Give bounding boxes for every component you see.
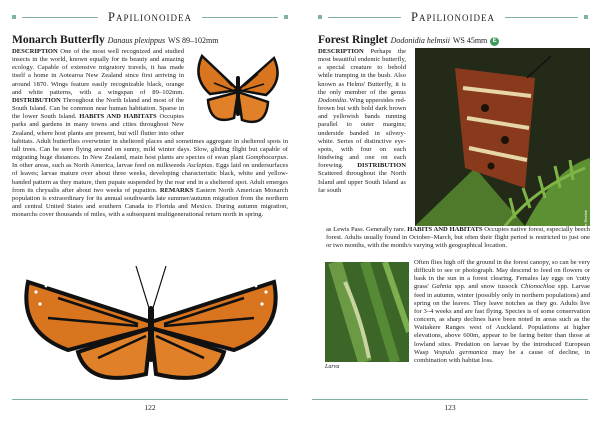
text-run: Scattered throughout the North Island and upper South Island as far south — [318, 170, 406, 194]
text-run: spp. and snow tussock — [451, 283, 521, 291]
wingspan: WS 45mm — [452, 36, 488, 45]
species-heading — [318, 34, 588, 47]
footer-rule — [312, 399, 588, 400]
text-run: Occupies parks and gardens in many towns and cities throughout New Zealand, where host plants are present, but will flutter into other habitats. Adult butterflies overwinter in sheltered places and sometimes aggregate in sheltered spots in tall trees. Can be seen flying around on sunny, mild winter days. Slow, gliding flight but capable of migrating huge distances. In New Zealand, main host plants are species of swan plant — [12, 113, 288, 162]
running-head-title: Papilionoidea — [411, 9, 495, 24]
ringlet-full-width-text — [326, 226, 590, 250]
text-run: Chionochloa — [520, 283, 555, 291]
forest-ringlet-photo — [415, 48, 590, 226]
header-rule — [505, 17, 578, 18]
latin-name: Dodonidia helmsii — [390, 36, 450, 45]
larva-caption: Larva — [325, 364, 340, 370]
section-label: DISTRIBUTION — [12, 96, 61, 104]
text-run: . Wing uppersides red-brown but with bold dark brown and yellowish bands running parallel to outer margins; underside banded in silvery-white. Series of distinctive eye-spots, with four on each hindwing and one on each forewing. — [318, 96, 406, 170]
text-run: Vespula germanica — [433, 348, 488, 356]
text-run: One of the most well recognized and studied insects in the world, known equally for its beauty and amazing ecology. Capable of extensive migratory travels, it has made itself a home in Aotearoa New Zealand since first arriving in around 1870. Wings feature easily recognizable black, orange and white patterns, with a wingspan of 89–102mm. — [12, 48, 184, 96]
latin-name: Danaus plexippus — [107, 36, 166, 45]
header-rule — [22, 17, 98, 18]
text-run: . In other areas, such as North America, larvae feed on milkweeds — [12, 154, 288, 170]
monarch-body-text — [12, 48, 288, 219]
text-run: Perhaps the most beautiful endemic butterfly, a special creature to behold while tramping in the bush. Also known as Helms' Butterfly, it is the only member of the genus — [318, 48, 406, 96]
text-run: Occupies native forest, especially beech forest. Adults usually found in October–March, but often their flight period is restricted to just one or two months, with the month/s varying with geographical location. — [326, 226, 590, 250]
page-number: 123 — [444, 403, 456, 412]
ornament-square-icon — [318, 15, 322, 19]
text-run: Throughout the North Island and most of the South Island. Can be common near human habitation. Sparse in the lower South Island. — [12, 96, 184, 121]
text-run: Often flies high off the ground in the forest canopy, so can be very difficult to see or photograph. May descend to feed on flowers or bask in the sun in a forest clearing. Females lay eggs on 'cutty grass' — [414, 259, 590, 291]
larva-photo — [325, 262, 409, 362]
text-run: Asclepias — [187, 162, 213, 170]
text-run: . Eggs laid on undersurfaces of leaves; larvae mature over about three weeks, developing characteristic black, white and yellow-banded pattern as they mature, then pupate suspended by the rear end in a sheltered spot. Adult emerges from its chrysalis after about two weeks of pupation. — [12, 162, 289, 194]
running-head — [12, 0, 288, 34]
species-name: Monarch Butterfly — [12, 34, 105, 46]
text-run: Gahnia — [431, 283, 452, 291]
header-rule — [202, 17, 278, 18]
text-run: may be a cause of decline, in combination with habitat loss. — [414, 348, 590, 364]
ornament-square-icon — [584, 15, 588, 19]
species-heading — [12, 34, 288, 47]
ornament-square-icon — [12, 15, 16, 19]
ornament-square-icon — [284, 15, 288, 19]
endemic-badge-icon: E — [490, 37, 499, 46]
footer-rule — [12, 399, 288, 400]
photo-credit: Steve Reekie — [583, 210, 588, 234]
running-head-title: Papilionoidea — [108, 9, 192, 24]
species-name: Forest Ringlet — [318, 34, 388, 46]
text-run: Gomphocarpus — [245, 154, 287, 162]
section-label: HABITS AND HABITATS — [79, 113, 157, 121]
section-label: DISTRIBUTION — [357, 162, 406, 170]
text-run: Dodonidia — [318, 96, 347, 104]
page-number: 122 — [144, 403, 156, 412]
section-label: DESCRIPTION — [12, 48, 58, 55]
text-run: Eastern North American Monarch population is extraordinary for its annual southwards late summer/autumn migration from the northern and central United States and southern Canada to Florida and Mexico. During autumn migration, monarchs cover thousands of miles, with a subsequent multigenerational return north in spring. — [12, 186, 288, 219]
running-head — [318, 0, 588, 34]
text-run: spp. Larvae feed in autumn, winter (possibly only in northern populations) and spring on the leaves. They leave notches as they go. Adults live for 3–4 weeks and are fast flying. Species is of some conservation concern, as sharp declines have been noted in areas such as the Waitakere Ranges west of Auckland. Populations at higher elevations, above 600m, appear to be faring better than those at lowland sites. Predation on larvae by the introduced European Wasp — [414, 283, 591, 356]
header-rule — [328, 17, 401, 18]
wingspan: WS 89–102mm — [168, 36, 219, 45]
section-label: DESCRIPTION — [318, 48, 364, 55]
section-label: HABITS AND HABITATS — [407, 226, 483, 233]
section-label: REMARKS — [159, 186, 194, 194]
monarch-open-wings-photo — [18, 262, 284, 390]
text-run: as Lewis Pass. Generally rare. — [326, 226, 408, 233]
ringlet-narrow-text — [318, 48, 406, 195]
monarch-butterfly-photo — [188, 48, 288, 134]
ringlet-wrap-text — [414, 259, 590, 365]
